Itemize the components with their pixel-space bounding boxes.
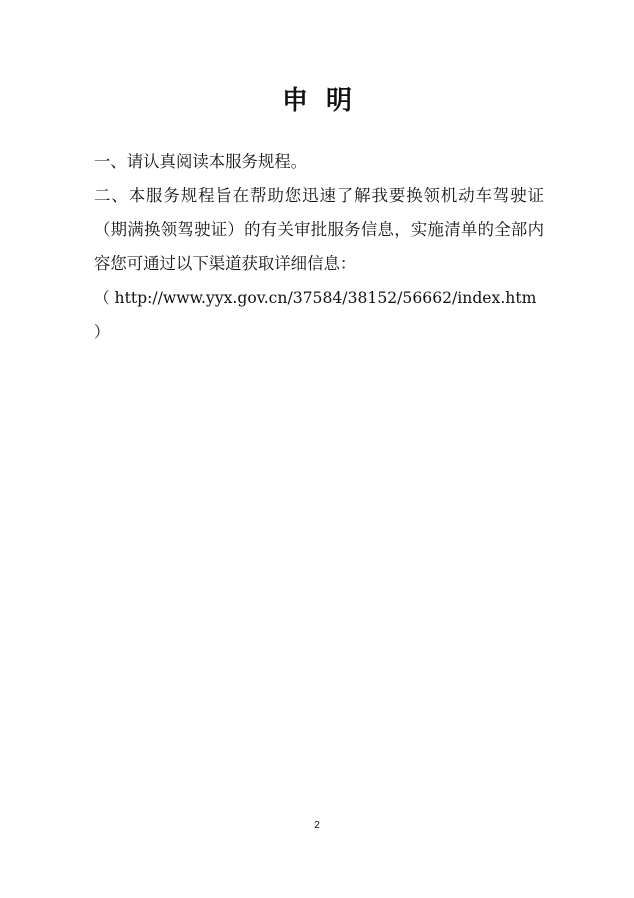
page-number: 2: [314, 820, 320, 831]
statement-body: [94, 145, 544, 349]
source-url: （ http://www.yyx.gov.cn/37584/38152/56662/index.htm ）: [94, 289, 537, 341]
document-title: 申 明: [281, 86, 353, 116]
paragraph-2: 二、本服务规程旨在帮助您迅速了解我要换领机动车驾驶证（期满换领驾驶证）的有关审批服务信息，实施清单的全部内容您可通过以下渠道获取详细信息：: [94, 186, 544, 273]
paragraph-1: 一、请认真阅读本服务规程。: [94, 152, 308, 171]
